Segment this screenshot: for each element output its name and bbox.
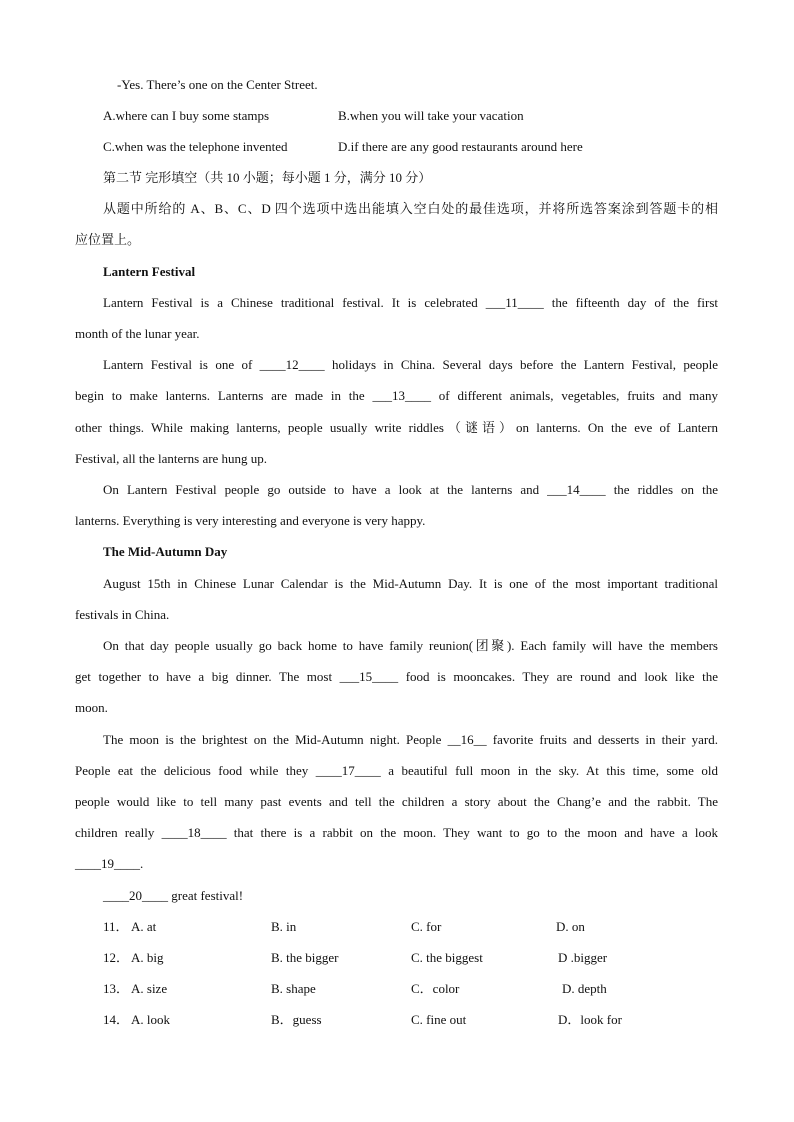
choice-a: A. at <box>131 919 157 934</box>
passage-title: Lantern Festival <box>103 264 196 279</box>
choice-a: A. look <box>131 1012 170 1027</box>
choice-b: B. shape <box>271 981 316 996</box>
question-number: 12． <box>103 950 130 965</box>
paragraph-line: lanterns. Everything is very interesting and everyone is very happy. <box>75 513 426 528</box>
paragraph-line: The moon is the brightest on the Mid-Autumn night. People __16__ favorite fruits and desserts in their yard. <box>103 732 718 747</box>
paragraph-line: festivals in China. <box>75 607 170 622</box>
option-c: C.when was the telephone invented <box>103 139 288 154</box>
option-a: A.where can I buy some stamps <box>103 108 270 123</box>
choice-d: D. depth <box>562 981 607 996</box>
dialogue-reply: -Yes. There’s one on the Center Street. <box>117 77 318 92</box>
choice-d: D．look for <box>558 1012 622 1027</box>
paragraph-line: other things. While making lanterns, people usually write riddles（谜语）on lanterns. On the eve of Lantern <box>75 420 718 435</box>
paragraph-line: August 15th in Chinese Lunar Calendar is the Mid-Autumn Day. It is one of the most important traditional <box>103 576 718 591</box>
choice-b: B. in <box>271 919 297 934</box>
option-d: D.if there are any good restaurants around here <box>338 139 583 154</box>
choice-c: C. the biggest <box>411 950 483 965</box>
option-b: B.when you will take your vacation <box>338 108 524 123</box>
choice-b: B. the bigger <box>271 950 339 965</box>
question-number: 14． <box>103 1012 130 1027</box>
paragraph-line: Lantern Festival is a Chinese traditional festival. It is celebrated ___11____ the fifteenth day of the first <box>103 295 718 310</box>
paragraph-line: month of the lunar year. <box>75 326 200 341</box>
paragraph-line: ____20____ great festival! <box>103 888 244 903</box>
question-number: 11． <box>103 919 129 934</box>
choice-c: C. fine out <box>411 1012 467 1027</box>
paragraph-line: Lantern Festival is one of ____12____ holidays in China. Several days before the Lantern Festival, people <box>103 357 718 372</box>
paragraph-line: People eat the delicious food while they ____17____ a beautiful full moon in the sky. At this time, some old <box>75 763 718 778</box>
paragraph-line: moon. <box>75 700 108 715</box>
paragraph-line: Festival, all the lanterns are hung up. <box>75 451 268 466</box>
paragraph-line: get together to have a big dinner. The most ___15____ food is mooncakes. They are round and look like the <box>75 669 718 684</box>
passage-title: The Mid-Autumn Day <box>103 544 228 559</box>
choice-d: D. on <box>556 919 585 934</box>
section-heading: 第二节 完形填空（共 10 小题；每小题 1 分，满分 10 分） <box>103 170 432 185</box>
paragraph-line: ____19____. <box>75 856 144 871</box>
question-number: 13． <box>103 981 130 996</box>
choice-c: C. for <box>411 919 442 934</box>
choice-a: A. size <box>131 981 168 996</box>
paragraph-line: children really ____18____ that there is a rabbit on the moon. They want to go to the moon and have a look <box>75 825 718 840</box>
section-instruction: 应位置上。 <box>75 232 141 247</box>
choice-d: D .bigger <box>558 950 608 965</box>
paragraph-line: On Lantern Festival people go outside to have a look at the lanterns and ___14____ the riddles on the <box>103 482 718 497</box>
section-instruction: 从题中所给的 A、B、C、D 四个选项中选出能填入空白处的最佳选项，并将所选答案涂到答题卡的相 <box>103 201 718 216</box>
paragraph-line: On that day people usually go back home to have family reunion(团聚). Each family will have the members <box>103 638 718 653</box>
choice-b: B．guess <box>271 1012 322 1027</box>
paragraph-line: people would like to tell many past events and tell the children a story about the Chang’e and the rabbit. The <box>75 794 718 809</box>
paragraph-line: begin to make lanterns. Lanterns are made in the ___13____ of different animals, vegetables, fruits and many <box>75 388 718 403</box>
choice-c: C．color <box>411 981 460 996</box>
choice-a: A. big <box>131 950 164 965</box>
